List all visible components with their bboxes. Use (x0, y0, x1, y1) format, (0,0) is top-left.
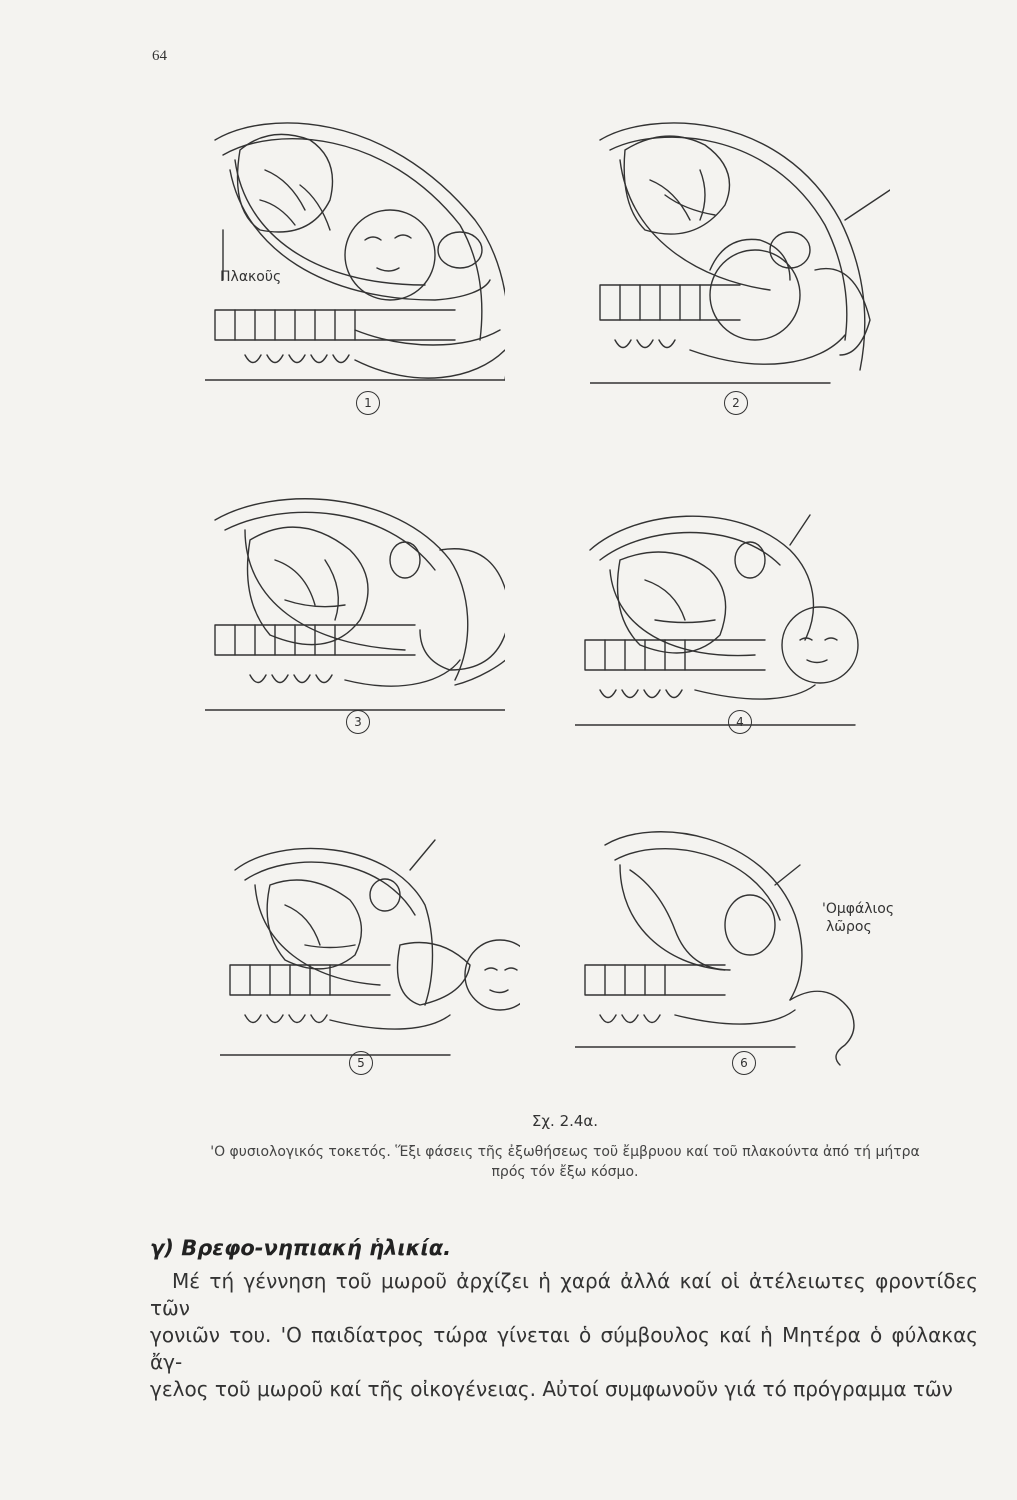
umbilical-cord-label-line1: 'Ομφάλιος (822, 901, 895, 917)
figure-caption-line2: πρός τόν ἔξω κόσμο. (491, 1164, 639, 1180)
figure-6-illustration (575, 795, 875, 1095)
figure-4-number: 4 (728, 710, 752, 734)
body-line-2: γονιῶν του. 'Ο παιδίατρος τώρα γίνεται ὁ σύμβουλος καί ἡ Μητέρα ὁ φύλακας ἄγ- (150, 1323, 978, 1374)
umbilical-cord-label-line2: λῶρος (826, 919, 872, 935)
body-line-3: γελος τοῦ μωροῦ καί τῆς οἰκογένειας. Αὐτοί συμφωνοῦν γιά τό πρόγραμμα τῶν (150, 1377, 953, 1401)
placenta-label: Πλακοῦς (220, 269, 282, 285)
section-heading: γ) Βρεφο-νηπιακή ἡλικία. (150, 1236, 452, 1260)
figure-6-number: 6 (732, 1051, 756, 1075)
figure-2-number: 2 (724, 391, 748, 415)
figure-1-illustration (205, 100, 505, 400)
figure-3-number: 3 (346, 710, 370, 734)
figure-2-illustration (590, 100, 890, 400)
body-line-1: Μέ τή γέννηση τοῦ μωροῦ ἀρχίζει ἡ χαρά ἀλλά καί οἱ ἀτέλειωτες φροντίδες τῶν (150, 1269, 978, 1320)
body-paragraph (150, 1268, 978, 1403)
page-number: 64 (152, 48, 167, 64)
figure-5-number: 5 (349, 1051, 373, 1075)
figure-caption-line1: 'Ο φυσιολογικός τοκετός. Ἕξι φάσεις τῆς ἐξωθήσεως τοῦ ἔμβρυου καί τοῦ πλακούντα ἀπό τή μήτρα (210, 1144, 920, 1160)
figure-4-illustration (575, 470, 875, 770)
figure-1-number: 1 (356, 391, 380, 415)
figure-caption-title: Σχ. 2.4α. (531, 1112, 599, 1130)
